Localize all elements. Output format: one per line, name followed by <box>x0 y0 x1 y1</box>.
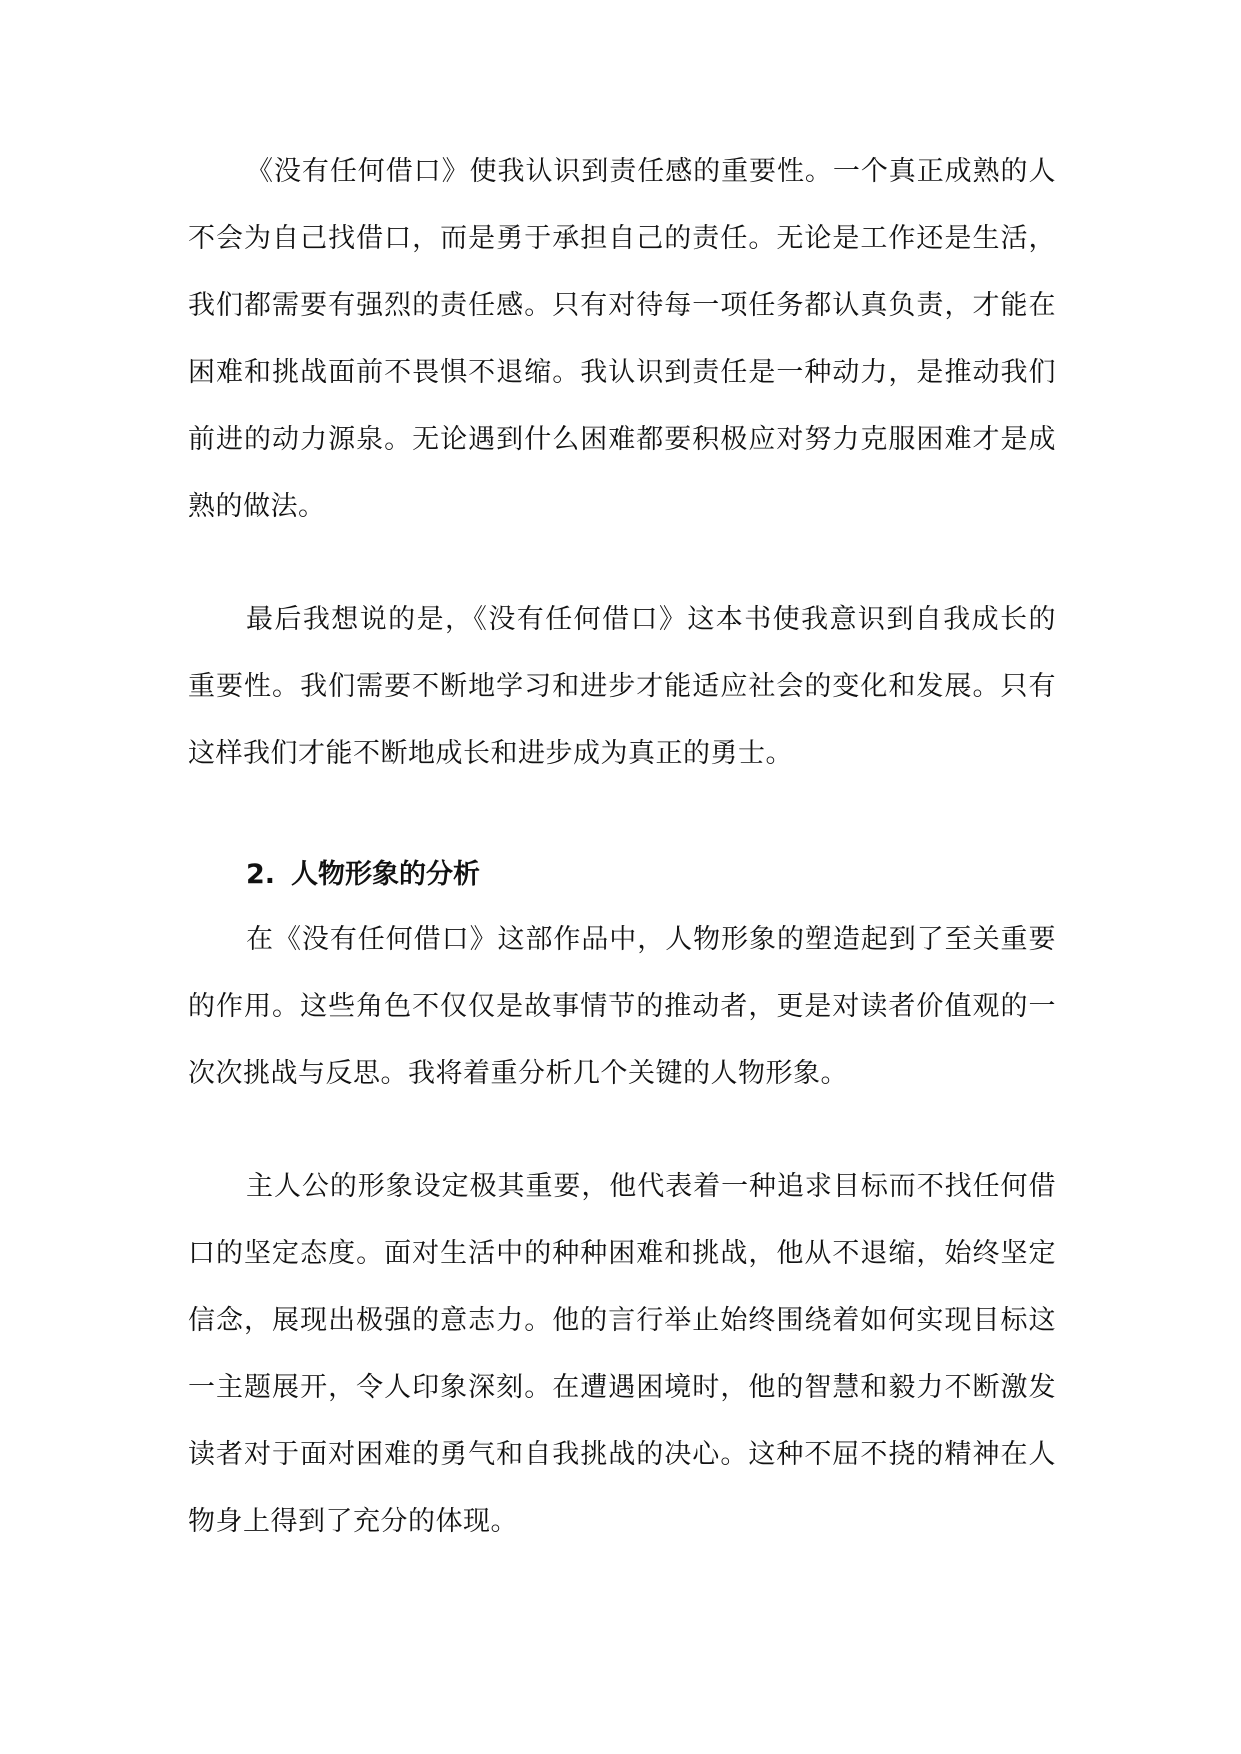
section-number: 2. <box>246 859 276 890</box>
paragraph-character-intro <box>188 906 1056 1107</box>
section-title: 人物形象的分析 <box>291 859 481 890</box>
paragraph-conclusion <box>188 586 1056 787</box>
body-paragraph: 最后我想说的是，《没有任何借口》这本书使我意识到自我成长的重要性。我们需要不断地学习和进步才能适应社会的变化和发展。只有这样我们才能不断地成长和进步成为真正的勇士。 <box>188 604 1056 769</box>
paragraph-protagonist <box>188 1153 1056 1555</box>
body-paragraph: 《没有任何借口》使我认识到责任感的重要性。一个真正成熟的人不会为自己找借口，而是勇于承担自己的责任。无论是工作还是生活，我们都需要有强烈的责任感。只有对待每一项任务都认真负责，才能在困难和挑战面前不畏惧不退缩。我认识到责任是一种动力，是推动我们前进的动力源泉。无论遇到什么困难都要积极应对努力克服困难才是成熟的做法。 <box>188 156 1056 522</box>
section-heading <box>246 855 480 895</box>
body-paragraph: 在《没有任何借口》这部作品中，人物形象的塑造起到了至关重要的作用。这些角色不仅仅是故事情节的推动者，更是对读者价值观的一次次挑战与反思。我将着重分析几个关键的人物形象。 <box>188 924 1056 1089</box>
body-paragraph: 主人公的形象设定极其重要，他代表着一种追求目标而不找任何借口的坚定态度。面对生活中的种种困难和挑战，他从不退缩，始终坚定信念，展现出极强的意志力。他的言行举止始终围绕着如何实现目标这一主题展开，令人印象深刻。在遭遇困境时，他的智慧和毅力不断激发读者对于面对困难的勇气和自我挑战的决心。这种不屈不挠的精神在人物身上得到了充分的体现。 <box>188 1171 1056 1537</box>
paragraph-responsibility <box>188 138 1056 540</box>
